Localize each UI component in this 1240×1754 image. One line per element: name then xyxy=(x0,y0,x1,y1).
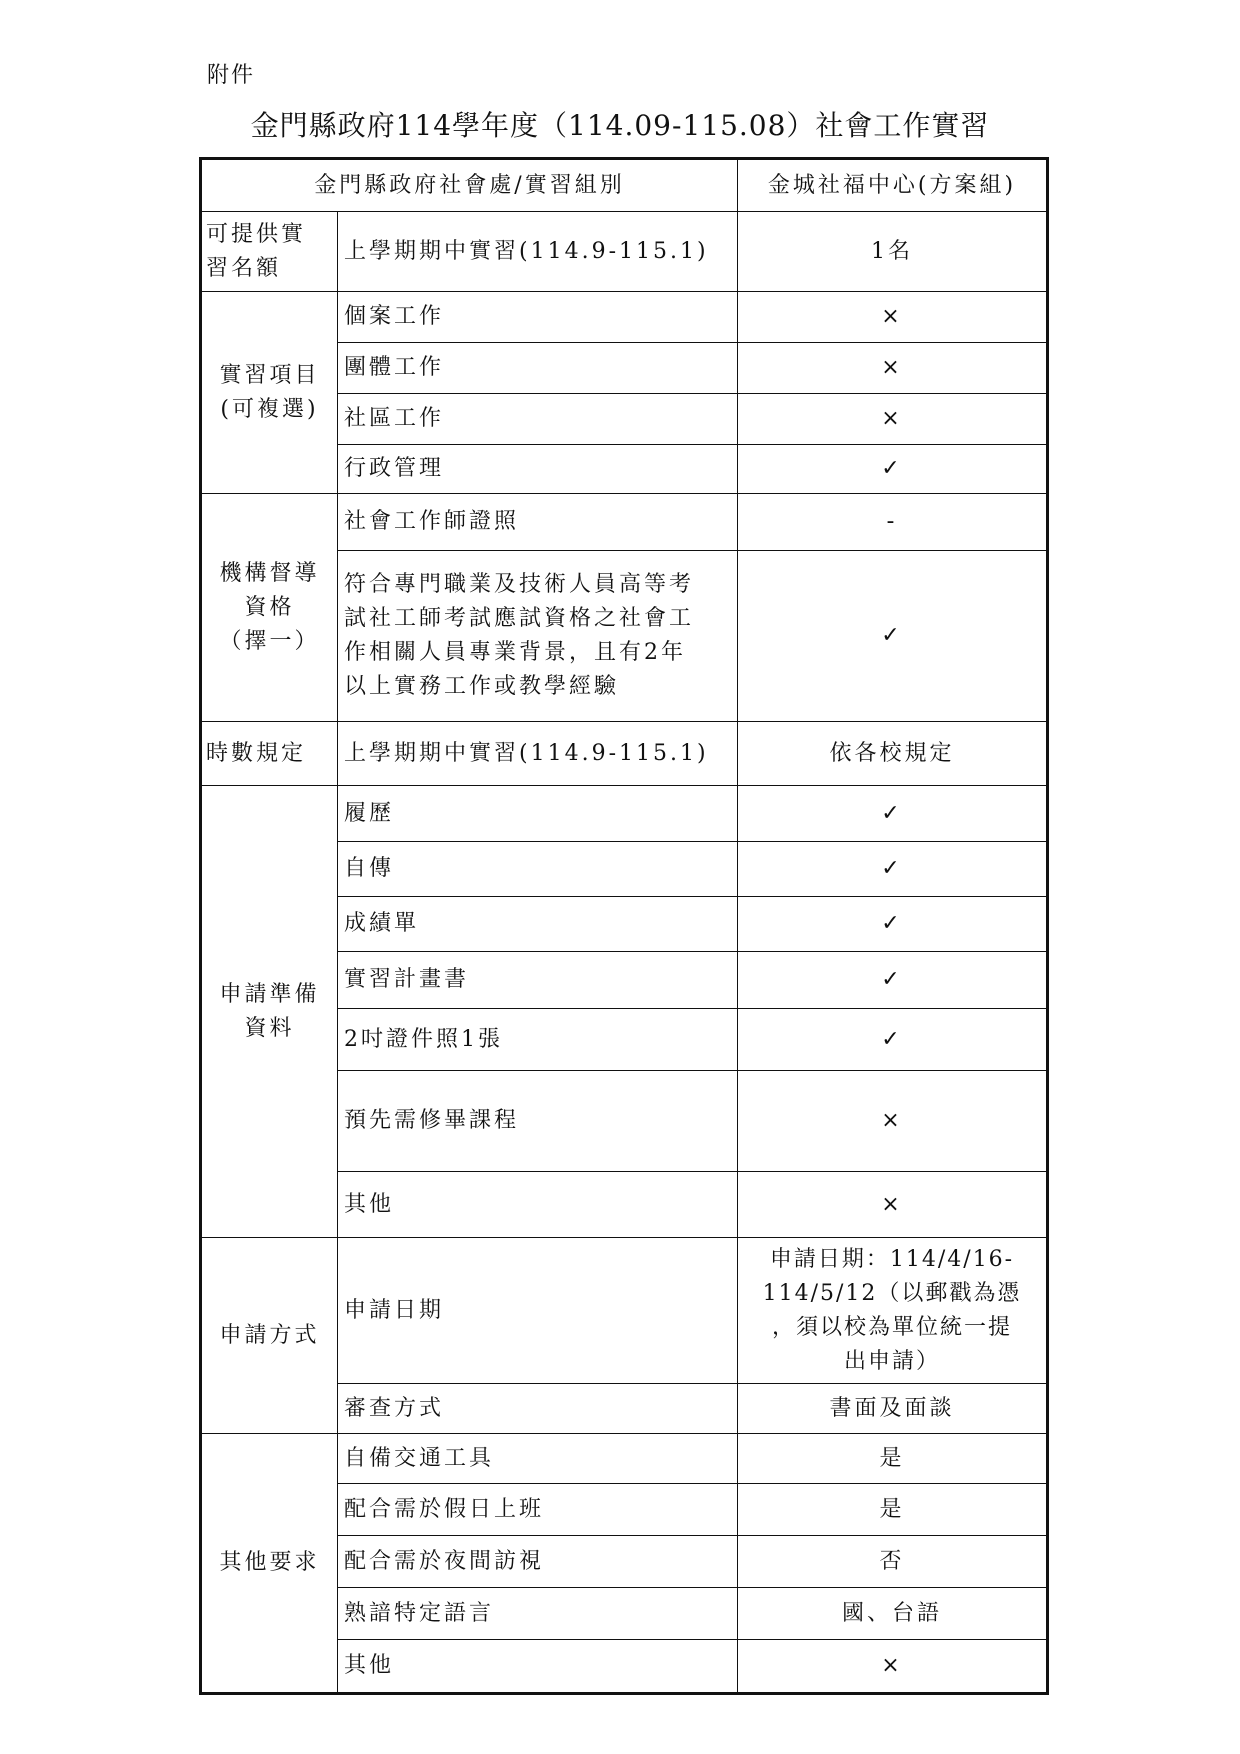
hours-item: 上學期期中實習(114.9-115.1) xyxy=(338,722,738,786)
supervisor-value: - xyxy=(738,494,1048,551)
documents-item: 2吋證件照1張 xyxy=(338,1009,738,1071)
document-title: 金門縣政府114學年度（114.09-115.08）社會工作實習 xyxy=(250,109,990,142)
other-item: 自備交通工具 xyxy=(338,1434,738,1484)
items-value: ✓ xyxy=(738,445,1048,494)
documents-item: 自傳 xyxy=(338,842,738,897)
items-value: × xyxy=(738,394,1048,445)
quota-row xyxy=(201,212,1048,292)
annex-label: 附件 xyxy=(207,63,256,88)
items-item: 團體工作 xyxy=(338,343,738,394)
items-item: 社區工作 xyxy=(338,394,738,445)
header-unit: 金城社福中心(方案組) xyxy=(738,159,1048,212)
internship-table xyxy=(199,157,1049,1695)
documents-value: ✓ xyxy=(738,842,1048,897)
other-item: 配合需於夜間訪視 xyxy=(338,1536,738,1588)
other-item: 熟諳特定語言 xyxy=(338,1588,738,1640)
items-value: × xyxy=(738,292,1048,343)
documents-value: × xyxy=(738,1071,1048,1172)
other-item: 其他 xyxy=(338,1640,738,1694)
hours-value: 依各校規定 xyxy=(738,722,1048,786)
quota-value: 1名 xyxy=(738,212,1048,292)
documents-value: ✓ xyxy=(738,897,1048,952)
other-item: 配合需於假日上班 xyxy=(338,1484,738,1536)
documents-item: 履歷 xyxy=(338,786,738,842)
apply-value: 申請日期：114/4/16- 114/5/12（以郵戳為憑 ，須以校為單位統一提 出申請） xyxy=(738,1238,1048,1384)
items-item: 行政管理 xyxy=(338,445,738,494)
documents-item: 其他 xyxy=(338,1172,738,1238)
documents-value: ✓ xyxy=(738,786,1048,842)
documents-row xyxy=(201,786,1048,842)
supervisor-label: 機構督導 資格 （擇一） xyxy=(201,494,338,722)
apply-item: 審查方式 xyxy=(338,1384,738,1434)
documents-value: ✓ xyxy=(738,952,1048,1009)
other-value: 否 xyxy=(738,1536,1048,1588)
apply-item: 申請日期 xyxy=(338,1238,738,1384)
documents-item: 預先需修畢課程 xyxy=(338,1071,738,1172)
supervisor-row xyxy=(201,494,1048,551)
quota-label: 可提供實 習名額 xyxy=(201,212,338,292)
other-value: 是 xyxy=(738,1434,1048,1484)
other-value: × xyxy=(738,1640,1048,1694)
apply-value: 書面及面談 xyxy=(738,1384,1048,1434)
documents-item: 成績單 xyxy=(338,897,738,952)
documents-value: ✓ xyxy=(738,1009,1048,1071)
apply-label: 申請方式 xyxy=(201,1238,338,1434)
supervisor-item: 社會工作師證照 xyxy=(338,494,738,551)
other-row xyxy=(201,1434,1048,1484)
table-header-row xyxy=(201,159,1048,212)
supervisor-item: 符合專門職業及技術人員高等考 試社工師考試應試資格之社會工 作相關人員專業背景，且有2年 以上實務工作或教學經驗 xyxy=(338,551,738,722)
other-value: 是 xyxy=(738,1484,1048,1536)
apply-row xyxy=(201,1238,1048,1384)
documents-value: × xyxy=(738,1172,1048,1238)
hours-row xyxy=(201,722,1048,786)
documents-label: 申請準備 資料 xyxy=(201,786,338,1238)
other-value: 國、台語 xyxy=(738,1588,1048,1640)
hours-label: 時數規定 xyxy=(201,722,338,786)
items-row xyxy=(201,292,1048,343)
quota-item: 上學期期中實習(114.9-115.1) xyxy=(338,212,738,292)
header-group: 金門縣政府社會處/實習組別 xyxy=(201,159,738,212)
items-value: × xyxy=(738,343,1048,394)
items-item: 個案工作 xyxy=(338,292,738,343)
documents-item: 實習計畫書 xyxy=(338,952,738,1009)
supervisor-value: ✓ xyxy=(738,551,1048,722)
other-label: 其他要求 xyxy=(201,1434,338,1694)
items-label: 實習項目 (可複選) xyxy=(201,292,338,494)
